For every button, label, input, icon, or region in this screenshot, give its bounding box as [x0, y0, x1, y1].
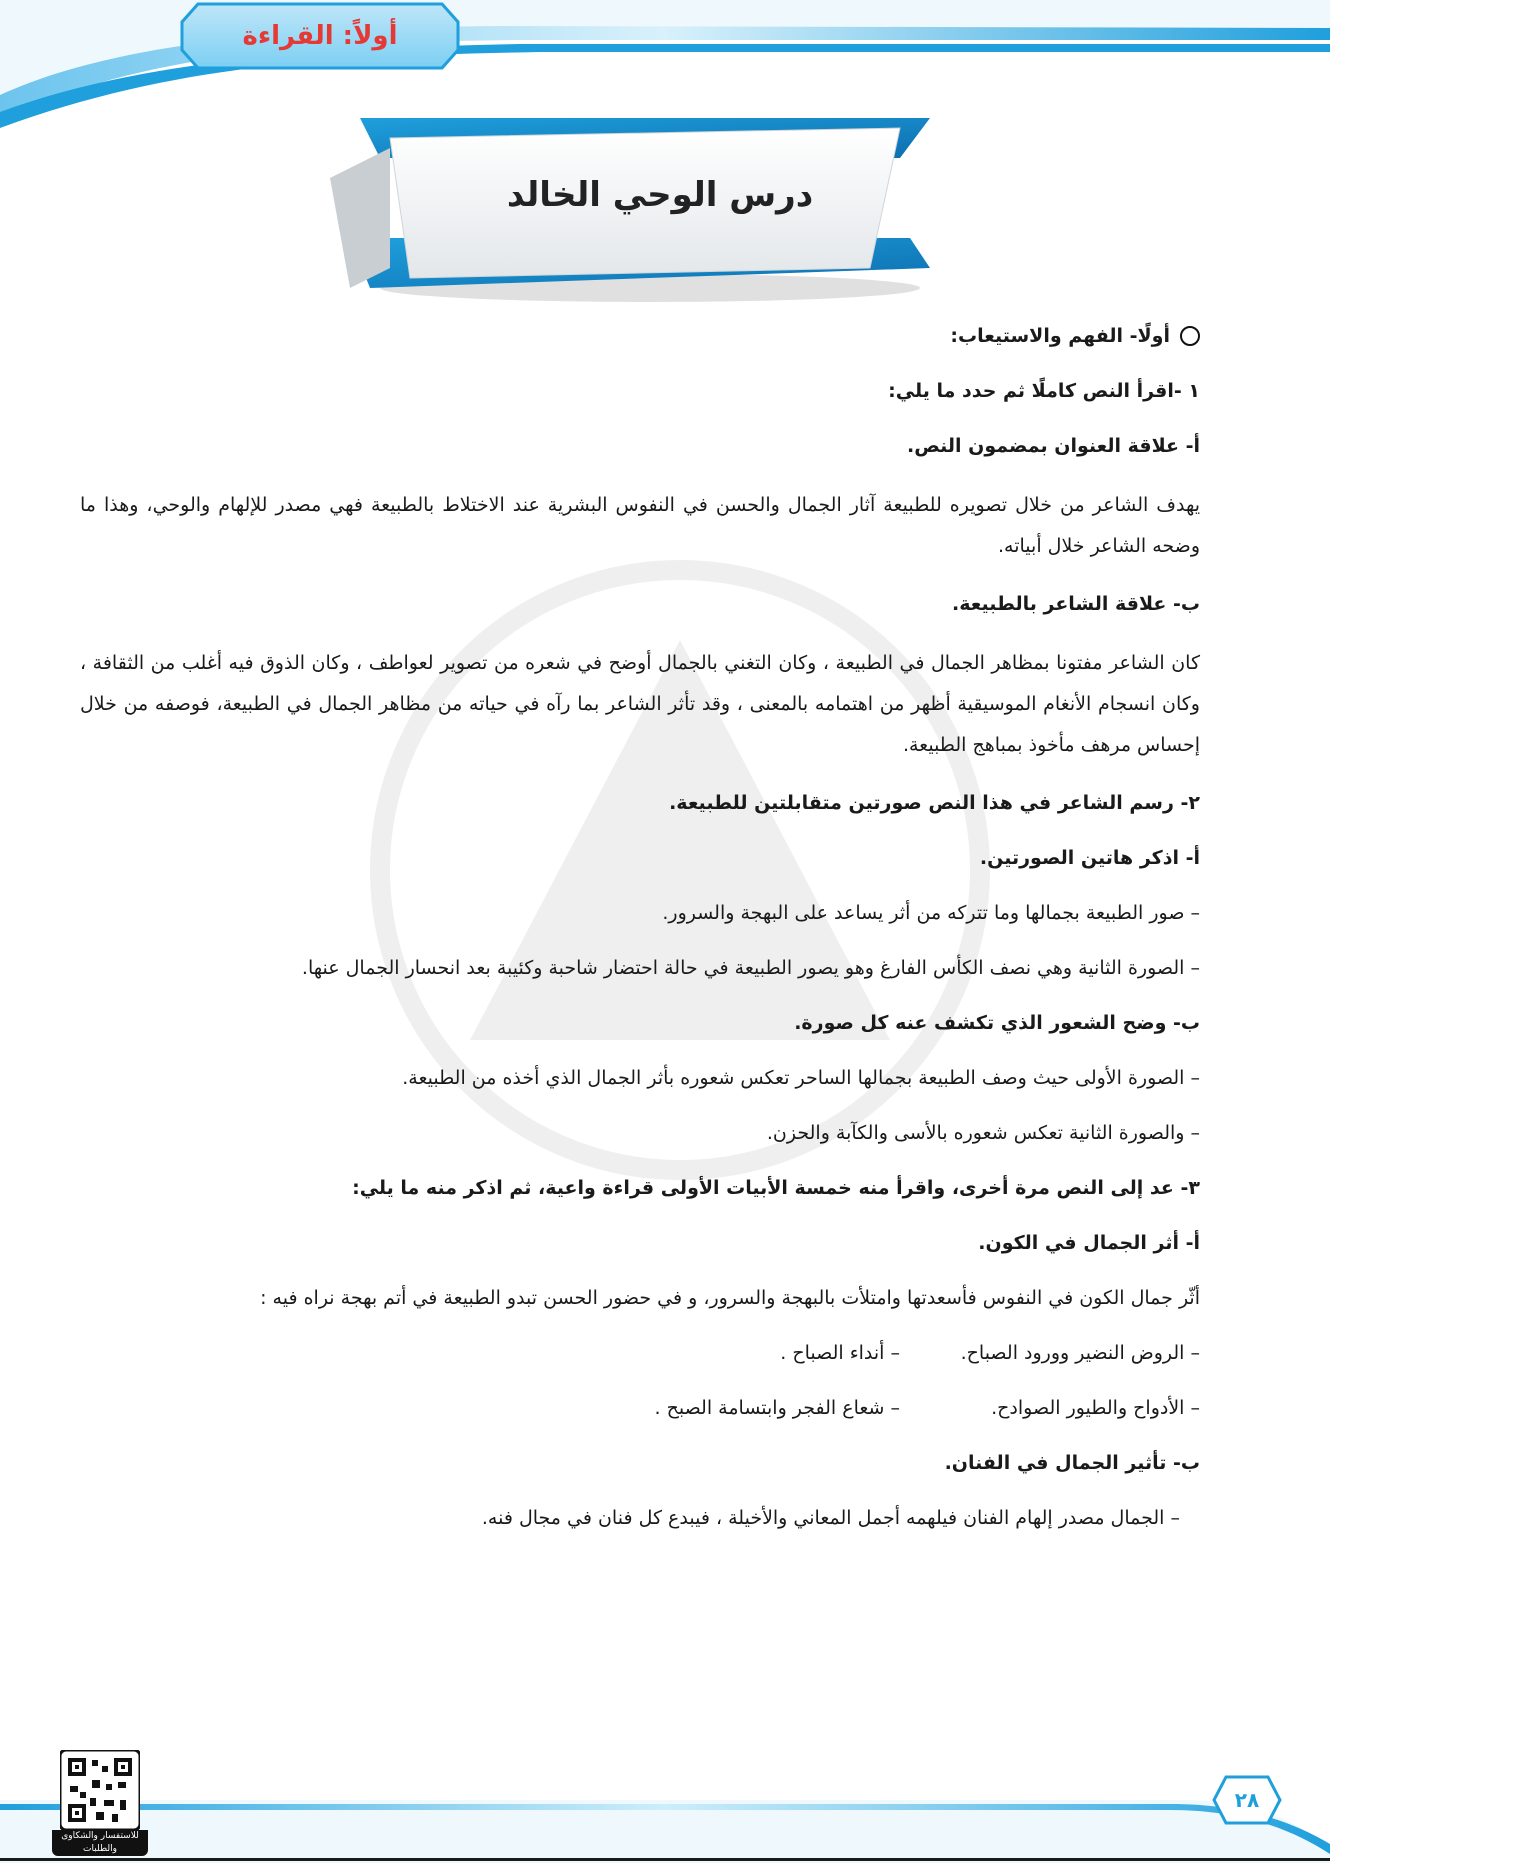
question-2b: ب- وضح الشعور الذي تكشف عنه كل صورة. [794, 1012, 1200, 1034]
footer-wave [0, 1770, 1330, 1863]
lesson-title: درس الوحي الخالد [506, 175, 814, 215]
lesson-content [80, 318, 1200, 1536]
list-item: – الأدواح والطيور الصوادح. [991, 1397, 1200, 1419]
list-row [80, 1390, 1200, 1426]
list-row [80, 1335, 1200, 1371]
question-3: ٣- عد إلى النص مرة أخرى، واقرأ منه خمسة الأبيات الأولى قراءة واعية، ثم اذكر منه ما يلي: [352, 1177, 1200, 1199]
question-1a: أ- علاقة العنوان بمضمون النص. [907, 435, 1200, 457]
answer-1a: يهدف الشاعر من خلال تصويره للطبيعة آثار الجمال والحسن في النفوس البشرية عند الاختلاط بالطبيعة فهي مصدر للإلهام والوحي، وهذا ما وضحه الشاعر خلال أبياته. [80, 494, 1200, 557]
answer-1b: كان الشاعر مفتونا بمظاهر الجمال في الطبيعة ، وكان التغني بالجمال أوضح في شعره من تصوير لعواطف ، وكان الذوق فيه أغلب من الثقافة ، وكان انسجام الأنغام الموسيقية أظهر من اهتمامه بالمعنى ، وقد تأثر الشاعر بما رآه في حياته من مظاهر الجمال في الطبيعة، فوصفه من خلال إحساس مرهف مأخوذ بمباهج الطبيعة. [80, 652, 1200, 756]
answer-2b-second: – والصورة الثانية تعكس شعوره بالأسى والكآبة والحزن. [766, 1122, 1200, 1144]
qr-code-icon[interactable] [60, 1750, 140, 1830]
answer-2a-first: – صور الطبيعة بجمالها وما تتركه من أثر يساعد على البهجة والسرور. [662, 902, 1200, 924]
list-item: – الروض النضير وورود الصباح. [960, 1342, 1200, 1364]
question-2a: أ- اذكر هاتين الصورتين. [979, 847, 1200, 869]
section-label: أولاً: القراءة [242, 21, 398, 51]
qr-caption: للاستفسار والشكاوى والطلبات [52, 1830, 148, 1856]
answer-2a-second: – الصورة الثانية وهي نصف الكأس الفارغ وهو يصور الطبيعة في حالة احتضار شاحبة وكئيبة بعد انحسار الجمال عنها. [301, 957, 1200, 979]
page-number: ٢٨ [1234, 1788, 1260, 1812]
comprehension-heading: أولًا- الفهم والاستيعاب: [80, 318, 1200, 354]
answer-3b: – الجمال مصدر إلهام الفنان فيلهمه أجمل المعاني والأخيلة ، فيبدع كل فنان في مجال فنه. [481, 1507, 1180, 1529]
question-3b: ب- تأثير الجمال في الفنان. [944, 1452, 1200, 1474]
question-1: ١ -اقرأ النص كاملًا ثم حدد ما يلي: [888, 380, 1200, 402]
answer-3a: أثّر جمال الكون في النفوس فأسعدتها وامتلأت بالبهجة والسرور، و في حضور الحسن تبدو الطبيعة في أتم بهجة نراه فيه : [260, 1287, 1200, 1309]
question-2: ٢- رسم الشاعر في هذا النص صورتين متقابلتين للطبيعة. [669, 792, 1200, 814]
question-3a: أ- أثر الجمال في الكون. [978, 1232, 1200, 1254]
circle-bullet-icon [1180, 326, 1200, 346]
question-1b: ب- علاقة الشاعر بالطبيعة. [952, 593, 1200, 615]
answer-2b-first: – الصورة الأولى حيث وصف الطبيعة بجمالها الساحر تعكس شعوره بأثر الجمال الذي أخذه من الطبيعة. [402, 1067, 1200, 1089]
list-item: – أنداء الصباح . [780, 1342, 900, 1364]
list-item: – شعاع الفجر وابتسامة الصبح . [654, 1397, 900, 1419]
